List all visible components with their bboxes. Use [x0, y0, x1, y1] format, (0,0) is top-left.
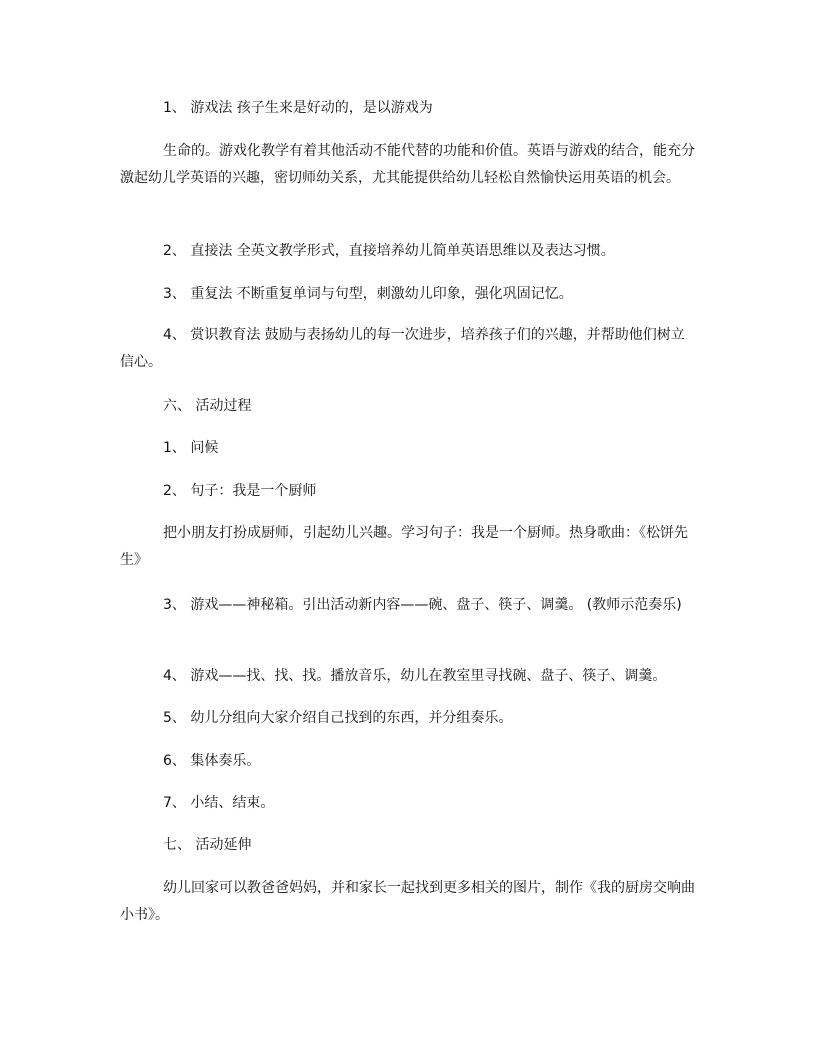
step-find-game: 4、 游戏——找、找、找。播放音乐，幼儿在教室里寻找碗、盘子、筷子、调羹。 — [163, 668, 667, 684]
step-group-introduction: 5、 幼儿分组向大家介绍自己找到的东西，并分组奏乐。 — [163, 710, 513, 726]
paragraph-direct-method: 2、 直接法 全英文教学形式，直接培养幼儿简单英语思维以及表达习惯。 — [163, 243, 615, 259]
paragraph-chef-dressup: 把小朋友打扮成厨师，引起幼儿兴趣。学习句子：我是一个厨师。热身歌曲：《松饼先生》 — [120, 525, 688, 568]
section-heading-activity-process: 六、 活动过程 — [163, 398, 252, 414]
section-heading-activity-extension: 七、 活动延伸 — [163, 837, 252, 853]
step-summary: 7、 小结、结束。 — [163, 795, 275, 811]
step-greeting: 1、 问候 — [163, 440, 219, 456]
paragraph-game-teaching-value: 生命的。游戏化教学有着其他活动不能代替的功能和价值。英语与游戏的结合，能充分激起幼儿学英语的兴趣，密切师幼关系，尤其能提供给幼儿轻松自然愉快运用英语的机会。 — [120, 143, 695, 186]
paragraph-appreciation-method: 4、 赏识教育法 鼓励与表扬幼儿的每一次进步，培养孩子们的兴趣，并帮助他们树立信心。 — [120, 327, 685, 370]
paragraph-home-extension: 幼儿回家可以教爸爸妈妈，并和家长一起找到更多相关的图片，制作《我的厨房交响曲小书》。 — [120, 880, 695, 923]
step-mystery-box: 3、 游戏——神秘箱。引出活动新内容——碗、盘子、筷子、调羹。 (教师示范奏乐) — [163, 597, 682, 613]
step-group-music: 6、 集体奏乐。 — [163, 753, 261, 769]
paragraph-game-method: 1、 游戏法 孩子生来是好动的，是以游戏为 — [163, 100, 433, 116]
step-sentence: 2、 句子：我是一个厨师 — [163, 483, 317, 499]
paragraph-repetition-method: 3、 重复法 不断重复单词与句型，刺激幼儿印象，强化巩固记忆。 — [163, 286, 573, 302]
